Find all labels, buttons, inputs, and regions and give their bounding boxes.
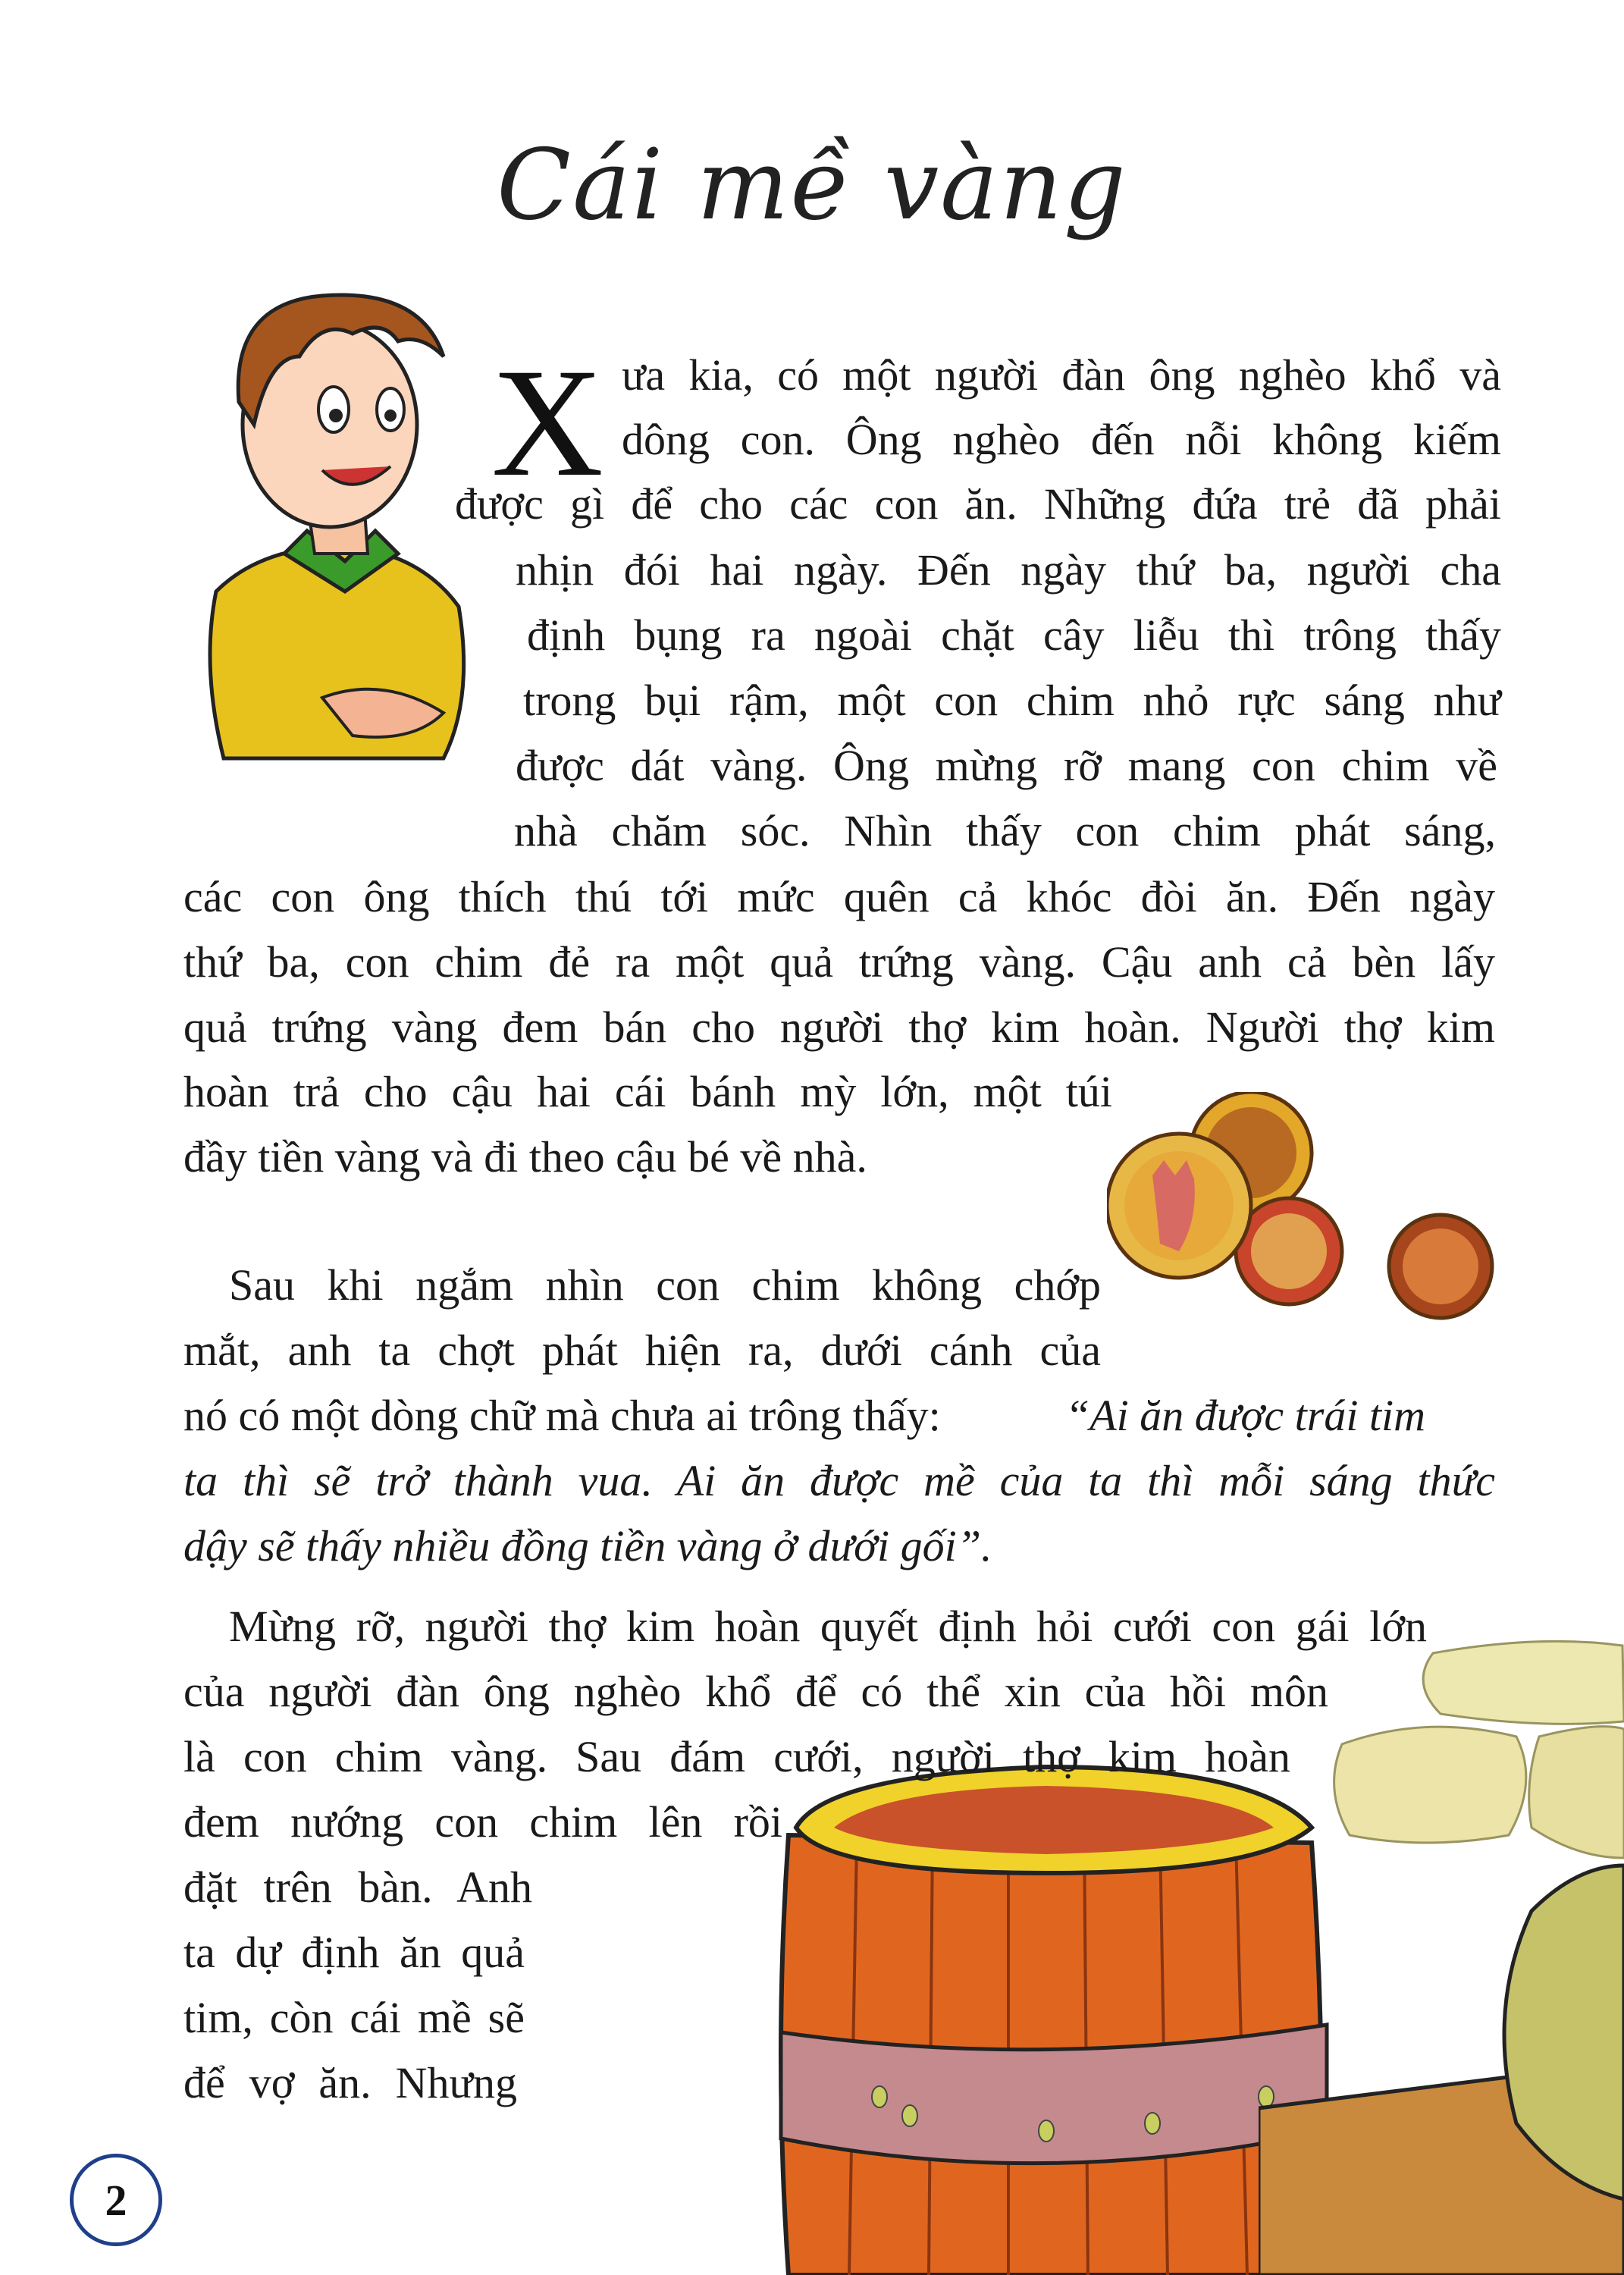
text-line: đầy tiền vàng và đi theo cậu bé về nhà. — [183, 1132, 867, 1181]
text-line: Sau khi ngắm nhìn con chim không chớp — [229, 1260, 1101, 1310]
gold-coins-illustration — [1107, 1092, 1501, 1335]
text-line: hoàn trả cho cậu hai cái bánh mỳ lớn, một túi — [183, 1067, 1112, 1116]
text-line: đặt trên bàn. Anh — [183, 1862, 532, 1912]
page-number-badge: 2 — [70, 2154, 162, 2246]
text-line: Mừng rỡ, người thợ kim hoàn quyết định hỏi cưới con gái lớn — [229, 1602, 1427, 1651]
boy-illustration — [171, 273, 489, 804]
text-line: trong bụi rậm, một con chim nhỏ rực sáng như — [523, 676, 1501, 725]
text-line: đem nướng con chim lên rồi — [183, 1797, 782, 1847]
text-line: ưa kia, có một người đàn ông nghèo khổ và — [622, 350, 1501, 400]
text-line: dông con. Ông nghèo đến nỗi không kiếm — [622, 415, 1501, 464]
quote-text: ta thì sẽ trở thành vua. Ai ăn được mề của ta thì mỗi sáng thức — [183, 1456, 1495, 1505]
text-line: ta dự định ăn quả — [183, 1928, 525, 1977]
text-line: nhịn đói hai ngày. Đến ngày thứ ba, người cha — [516, 545, 1501, 595]
text-line: được gì để cho các con ăn. Những đứa trẻ đã phải — [455, 479, 1501, 529]
drop-cap: X — [491, 337, 604, 509]
text-line: mắt, anh ta chợt phát hiện ra, dưới cánh của — [183, 1326, 1101, 1375]
text-line: nó có một dòng chữ mà chưa ai trông thấy: — [183, 1391, 941, 1440]
story-title: Cái mề vàng — [497, 129, 1127, 242]
table-and-sack-illustration — [1259, 1820, 1624, 2275]
text-line: nhà chăm sóc. Nhìn thấy con chim phát sáng, — [514, 806, 1496, 855]
text-line: thứ ba, con chim đẻ ra một quả trứng vàng. Cậu anh cả bèn lấy — [183, 937, 1495, 987]
quote-text: dậy sẽ thấy nhiều đồng tiền vàng ở dưới gối”. — [183, 1521, 992, 1571]
text-line: quả trứng vàng đem bán cho người thợ kim hoàn. Người thợ kim — [183, 1003, 1495, 1052]
text-line: để vợ ăn. Nhưng — [183, 2058, 517, 2107]
quote-text: “Ai ăn được trái tim — [1065, 1391, 1426, 1440]
bread-illustration — [1312, 1630, 1624, 1881]
text-line: được dát vàng. Ông mừng rỡ mang con chim về — [516, 741, 1497, 790]
text-line: định bụng ra ngoài chặt cây liễu thì trông thấy — [527, 610, 1501, 660]
text-line: là con chim vàng. Sau đám cưới, người thợ kim hoàn — [183, 1732, 1290, 1781]
text-line: tim, còn cái mề sẽ — [183, 1993, 525, 2042]
text-line: các con ông thích thú tới mức quên cả khóc đòi ăn. Đến ngày — [183, 872, 1495, 921]
text-line: của người đàn ông nghèo khổ để có thể xin của hồi môn — [183, 1667, 1328, 1716]
